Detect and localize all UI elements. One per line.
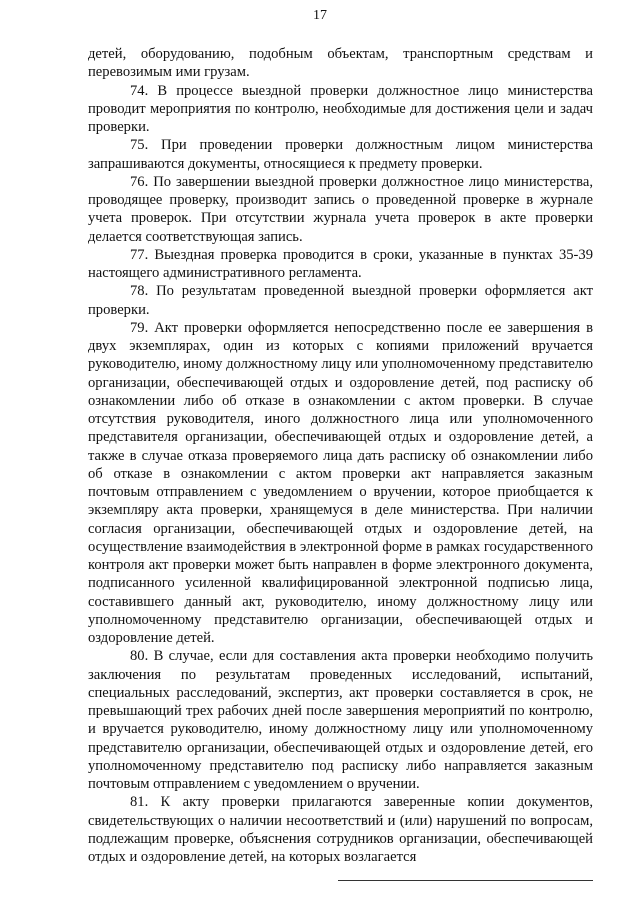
document-body — [88, 45, 593, 866]
paragraph-78: 78. По результатам проведенной выездной проверки оформляется акт проверки. — [88, 283, 593, 318]
paragraph-77: 77. Выездная проверка проводится в сроки, указанные в пунктах 35-39 настоящего административного регламента. — [88, 246, 593, 281]
paragraph-continuation: детей, оборудованию, подобным объектам, транспортным средствам и перевозимым ими грузам. — [88, 46, 593, 81]
paragraph-75: 75. При проведении проверки должностным лицом министерства запрашиваются документы, относящиеся к предмету проверки. — [88, 137, 593, 172]
paragraph-74: 74. В процессе выездной проверки должностное лицо министерства проводит мероприятия по контролю, необходимые для достижения цели и задач проверки. — [88, 82, 593, 135]
paragraph-79: 79. Акт проверки оформляется непосредственно после ее завершения в двух экземплярах, один из которых с копиями приложений вручается руководителю, иному должностному лицу или уполномоченному представителю организации, обеспечивающей отдых и оздоровление детей, под расписку об ознакомлении либо об отказе в ознакомлении с актом проверки. В случае отсутствия руководителя, иного должностного лица или уполномоченного представителя организации, обеспечивающей отдых и оздоровление детей, а также в случае отказа проверяемого лица дать расписку об ознакомлении либо об отказе в ознакомлении с актом проверки акт направляется заказным почтовым отправлением с уведомлением о вручении, которое приобщается к экземпляру акта проверки, хранящемуся в деле министерства. При наличии согласия организации, обеспечивающей отдых и оздоровление детей, на осуществление взаимодействия в электронной форме в рамках государственного контроля акт проверки может быть направлен в форме электронного документа, подписанного усиленной квалифицированной электронной подписью лица, составившего данный акт, руководителю, иному должностному лицу или уполномоченному представителю организации, обеспечивающей отдых и оздоровление детей. — [88, 319, 593, 646]
footer-rule — [338, 880, 593, 881]
paragraph-80: 80. В случае, если для составления акта проверки необходимо получить заключения по результатам проведенных исследований, испытаний, специальных расследований, экспертиз, акт проверки составляется в срок, не превышающий трех рабочих дней после завершения мероприятий по контролю, и вручается руководителю, иному должностному лицу или уполномоченному представителю организации, обеспечивающей отдых и оздоровление детей, его уполномоченному представителю под расписку либо направляется заказным почтовым отправлением с уведомлением о вручении. — [88, 648, 593, 792]
paragraph-81: 81. К акту проверки прилагаются заверенные копии документов, свидетельствующих о наличии несоответствий и (или) нарушений по вопросам, подлежащим проверке, объяснения сотрудников организации, обеспечивающей отдых и оздоровление детей, на которых возлагается — [88, 794, 593, 865]
paragraph-76: 76. По завершении выездной проверки должностное лицо министерства, проводящее проверку, производит запись о проведенной проверке в журнале учета проверок. При отсутствии журнала учета проверок в акте проверки делается соответствующая запись. — [88, 173, 593, 245]
page-number: 17 — [313, 8, 327, 23]
